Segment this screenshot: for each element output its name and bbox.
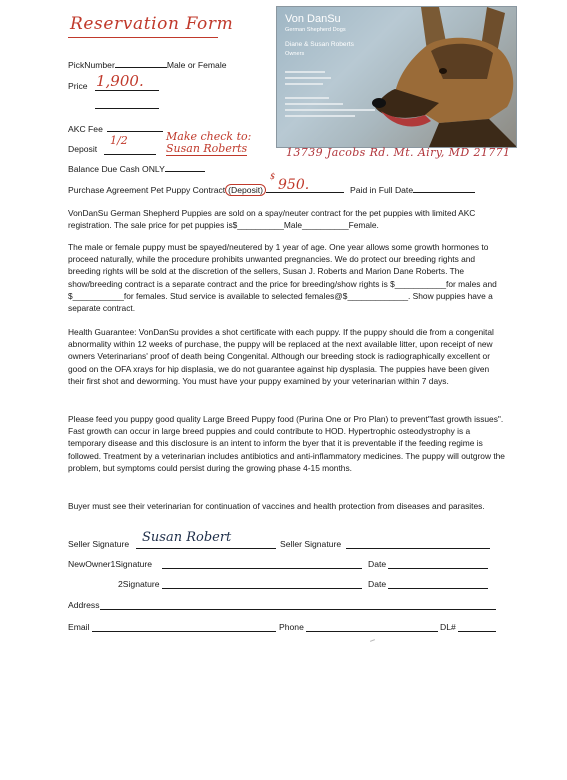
check-note-1: Make check to:: [166, 130, 252, 143]
handwritten-address: 13739 Jacobs Rd. Mt. Airy, MD 21771: [286, 146, 511, 159]
new-owner-1-line[interactable]: [162, 568, 362, 569]
balance-row: [68, 163, 205, 175]
address-line[interactable]: [100, 609, 496, 610]
paragraph-feeding: Please feed you puppy good quality Large Breed Puppy food (Purina One or Pro Plan) to prevent"fast growth issues". Fast growth can occur in large breed puppies and could contribute to HOD. Hypertrophic osteodystrophy is a temporary disease and this disclosure is an intent to inform the byer that it is preventable if the feeding regime is followed. Treatment by a veterinarian includes antibiotics and anti-inflammatory medicines. The puppy will outgrow the problem, but symptoms could persist during the growing phase 4-15 months.: [68, 414, 505, 473]
owner-2-line[interactable]: [162, 588, 362, 589]
paragraph-health-guarantee: Health Guarantee: VonDanSu provides a shot certificate with each puppy. If the puppy should die from a congenital abnormality within 12 weeks of purchase, the puppy will be replaced at the next available litter, upon receipt of new owners Veterinarians' proof of death being Congenital. Although our breeding stock is radiographically excellent or good on the OFA xrays for hip displasia, we do not guarantee against hip dysplasia. The puppies have been given their first shot and deworming. You must have your puppy examined by your veterinarian within 7 days.: [68, 327, 494, 386]
paid-full-label: Paid in Full Date: [350, 185, 414, 195]
form-title: Reservation Form: [70, 14, 234, 34]
seller-signature-line-2[interactable]: [346, 548, 490, 549]
date-line-1[interactable]: [388, 568, 488, 569]
card-faded-lines: [285, 71, 375, 117]
card-name: Von DanSu: [285, 13, 341, 25]
price-line-2[interactable]: [95, 108, 159, 109]
price-row: [68, 80, 88, 92]
male-or-female-label: Male or Female: [166, 60, 227, 70]
paragraph-veterinarian: Buyer must see their veterinarian for continuation of vaccines and health protection from diseases and parasites.: [68, 501, 485, 511]
price-label: Price: [68, 81, 88, 91]
dl-line[interactable]: [458, 631, 496, 632]
deposit-handwritten: 1/2: [110, 134, 128, 147]
email-line[interactable]: [92, 631, 276, 632]
purchase-agreement-row: [68, 184, 475, 196]
paragraph-contract: VonDanSu German Shepherd Puppies are sold on a spay/neuter contract for the pet puppies with limited AKC registration. The sale price for pet puppies is$__________Male__________Female.: [68, 208, 476, 231]
seller-signature-line-1[interactable]: [136, 548, 276, 549]
balance-label: Balance Due Cash ONLY: [68, 164, 165, 174]
dl-label: DL#: [440, 622, 456, 632]
akc-fee-field[interactable]: [107, 130, 163, 132]
card-tagline: German Shepherd Dogs: [285, 27, 346, 33]
price-line[interactable]: [95, 90, 159, 91]
address-label: Address: [68, 600, 100, 610]
date-line-2[interactable]: [388, 588, 488, 589]
deposit-label: Deposit: [68, 144, 98, 154]
email-label: Email: [68, 622, 90, 632]
date-label-1: Date: [368, 559, 387, 569]
pick-number-row: [68, 59, 227, 71]
new-owner-1-label: NewOwner1Signature: [68, 559, 153, 569]
paid-full-field[interactable]: [413, 191, 475, 193]
owner-2-label: 2Signature: [118, 579, 160, 589]
balance-field[interactable]: [165, 170, 205, 172]
pick-number-label: PickNumber: [68, 60, 115, 70]
deposit-line[interactable]: [104, 154, 156, 155]
seller-signature-label-2: Seller Signature: [280, 539, 342, 549]
business-card: [276, 6, 517, 148]
deposit-circled: (Deposit): [225, 184, 266, 196]
card-owners-label: Owners: [285, 51, 305, 57]
akc-fee-label: AKC Fee: [68, 124, 103, 134]
title-underline: [68, 37, 218, 38]
seller-signature-label: Seller Signature: [68, 539, 130, 549]
paragraph-spay-neuter: The male or female puppy must be spayed/neutered by 1 year of age. One year allows some growth hormones to proceed naturally, while the procedure prohibits unwanted pregnancies. We do protect our breeding rights and breeding rights will be sold at the discretion of the sellers, Susan J. Roberts and Marion Dane Roberts. The show/breeding contract is a separate contract and the price for breeding/show rights is $___________for males and $___________for females. Stud service is available to selected females@$_____________. Show puppies have a separate contract.: [68, 242, 497, 314]
price-handwritten: 1,900.: [96, 72, 144, 90]
german-shepherd-icon: [369, 7, 517, 147]
purchase-dollar-sign: $: [270, 172, 276, 181]
purchase-agreement-label: Purchase Agreement Pet Puppy Contract: [68, 185, 226, 195]
scan-speck: [370, 639, 375, 642]
check-note-2: Susan Roberts: [166, 142, 248, 155]
phone-line[interactable]: [306, 631, 438, 632]
date-label-2: Date: [368, 579, 387, 589]
purchase-value-handwritten: 950.: [278, 177, 310, 193]
card-owners-names: Diane & Susan Roberts: [285, 41, 354, 48]
phone-label: Phone: [279, 622, 304, 632]
pick-number-field[interactable]: [115, 66, 167, 68]
seller-handwritten-signature: Susan Robert: [142, 530, 232, 545]
